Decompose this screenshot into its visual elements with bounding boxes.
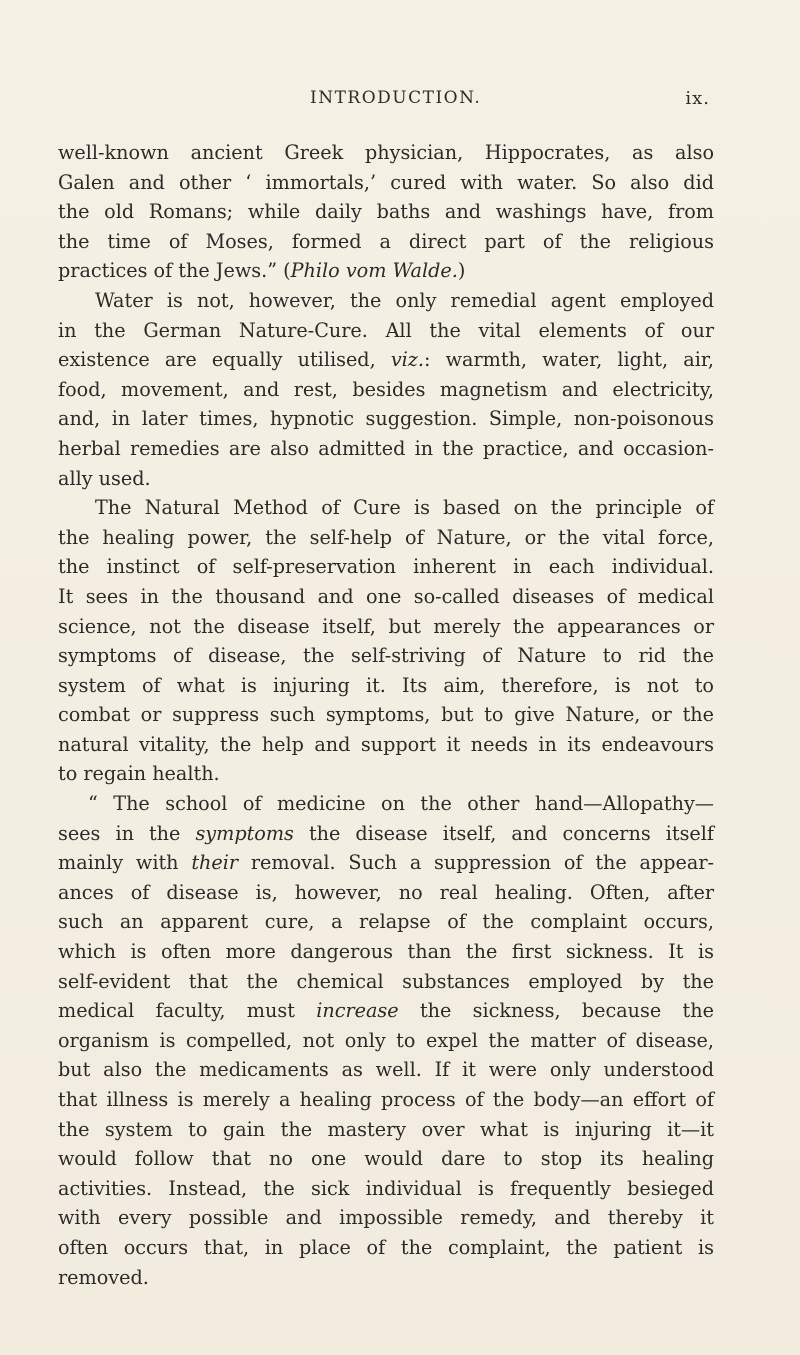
- text-segment: the sickness, because the: [398, 999, 714, 1023]
- text-line: [58, 256, 714, 286]
- text-segment: and, in later times, hypnotic suggestion. Simple, non-poisonous: [58, 407, 714, 431]
- text-segment: It sees in the thousand and one so-called diseases of medical: [58, 584, 714, 608]
- text-segment: The Natural Method of Cure is based on the principle of: [95, 496, 714, 520]
- text-line: [58, 1085, 714, 1115]
- running-header: [60, 88, 710, 112]
- text-segment: would follow that no one would dare to stop its healing: [58, 1147, 714, 1171]
- body-text: [58, 138, 714, 1292]
- text-line: [58, 1026, 714, 1056]
- text-segment: activities. Instead, the sick individual is frequently besieged: [58, 1176, 714, 1200]
- italic-text: Philo vom Walde.: [290, 259, 458, 283]
- text-line: [58, 316, 714, 346]
- text-segment: science, not the disease itself, but merely the appearances or: [58, 614, 714, 638]
- running-head-title: INTRODUCTION.: [310, 88, 482, 108]
- text-segment: Water is not, however, the only remedial agent employed: [95, 288, 714, 312]
- text-line: [58, 1203, 714, 1233]
- text-line: [58, 907, 714, 937]
- text-segment: Galen and other ‘ immortals,’ cured with water. So also did: [58, 170, 714, 194]
- text-segment: symptoms of disease, the self-striving of Nature to rid the: [58, 644, 714, 668]
- text-line: [58, 937, 714, 967]
- text-segment: the disease itself, and concerns itself: [293, 821, 715, 845]
- text-segment: combat or suppress such symptoms, but to give Nature, or the: [58, 703, 714, 727]
- text-line: [58, 819, 714, 849]
- text-segment: organism is compelled, not only to expel the matter of disease,: [58, 1028, 714, 1052]
- italic-text: their: [191, 851, 239, 875]
- text-segment: medical faculty, must: [58, 999, 317, 1023]
- text-line: [58, 197, 714, 227]
- text-segment: to regain health.: [58, 762, 220, 786]
- text-line: [58, 878, 714, 908]
- text-line: [58, 1144, 714, 1174]
- text-line: [58, 848, 714, 878]
- text-line: [58, 641, 714, 671]
- text-line: [58, 523, 714, 553]
- page-number: ix.: [685, 88, 710, 109]
- italic-text: viz.: [390, 348, 425, 372]
- text-segment: removal. Such a suppression of the appear-: [238, 851, 714, 875]
- text-line: [58, 1055, 714, 1085]
- text-segment: such an apparent cure, a relapse of the complaint occurs,: [58, 910, 714, 934]
- text-line: [58, 168, 714, 198]
- text-line: [58, 1174, 714, 1204]
- text-segment: mainly with: [58, 851, 192, 875]
- text-line: [58, 404, 714, 434]
- text-segment: ances of disease is, however, no real healing. Often, after: [58, 880, 714, 904]
- text-line: [58, 612, 714, 642]
- text-segment: food, movement, and rest, besides magnetism and electricity,: [58, 377, 714, 401]
- text-line: [58, 434, 714, 464]
- text-line: [58, 1263, 714, 1293]
- text-segment: the time of Moses, formed a direct part of the religious: [58, 229, 714, 253]
- text-segment: removed.: [58, 1265, 149, 1289]
- text-segment: natural vitality, the help and support it needs in its endeavours: [58, 732, 714, 756]
- text-segment: with every possible and impossible remedy, and thereby it: [58, 1206, 714, 1230]
- text-segment: the instinct of self-preservation inherent in each individual.: [58, 555, 714, 579]
- text-segment: practices of the Jews.” (: [58, 259, 291, 283]
- text-segment: ): [457, 259, 466, 283]
- text-segment: well-known ancient Greek physician, Hippocrates, as also: [58, 141, 714, 164]
- text-line: [58, 375, 714, 405]
- text-line: [58, 700, 714, 730]
- text-line: [58, 138, 714, 168]
- text-segment: often occurs that, in place of the complaint, the patient is: [58, 1235, 714, 1259]
- text-segment: ally used.: [58, 466, 151, 490]
- text-line: [58, 493, 714, 523]
- text-line: [58, 464, 714, 494]
- text-segment: herbal remedies are also admitted in the practice, and occasion-: [58, 436, 714, 460]
- italic-text: increase: [316, 999, 399, 1023]
- text-segment: which is often more dangerous than the first sickness. It is: [58, 940, 714, 964]
- text-line: [58, 582, 714, 612]
- text-segment: self-evident that the chemical substances employed by the: [58, 969, 714, 993]
- text-line: [58, 789, 714, 819]
- text-segment: system of what is injuring it. Its aim, therefore, is not to: [58, 673, 714, 697]
- text-line: [58, 552, 714, 582]
- text-segment: the old Romans; while daily baths and washings have, from: [58, 200, 714, 224]
- text-line: [58, 759, 714, 789]
- text-segment: sees in the: [58, 821, 196, 845]
- text-segment: existence are equally utilised,: [58, 348, 391, 372]
- text-line: [58, 671, 714, 701]
- italic-text: symptoms: [195, 821, 294, 845]
- text-line: [58, 286, 714, 316]
- text-segment: in the German Nature-Cure. All the vital elements of our: [58, 318, 714, 342]
- text-line: [58, 345, 714, 375]
- text-segment: the system to gain the mastery over what is injuring it—it: [58, 1117, 714, 1141]
- text-segment: : warmth, water, light, air,: [424, 348, 714, 372]
- text-segment: “ The school of medicine on the other hand—Allopathy—: [88, 792, 714, 816]
- text-line: [58, 1115, 714, 1145]
- text-line: [58, 730, 714, 760]
- text-segment: that illness is merely a healing process of the body—an effort of: [58, 1088, 714, 1111]
- text-segment: but also the medicaments as well. If it were only understood: [58, 1058, 714, 1082]
- text-segment: the healing power, the self-help of Nature, or the vital force,: [58, 525, 714, 549]
- text-line: [58, 996, 714, 1026]
- text-line: [58, 1233, 714, 1263]
- text-line: [58, 967, 714, 997]
- text-line: [58, 227, 714, 257]
